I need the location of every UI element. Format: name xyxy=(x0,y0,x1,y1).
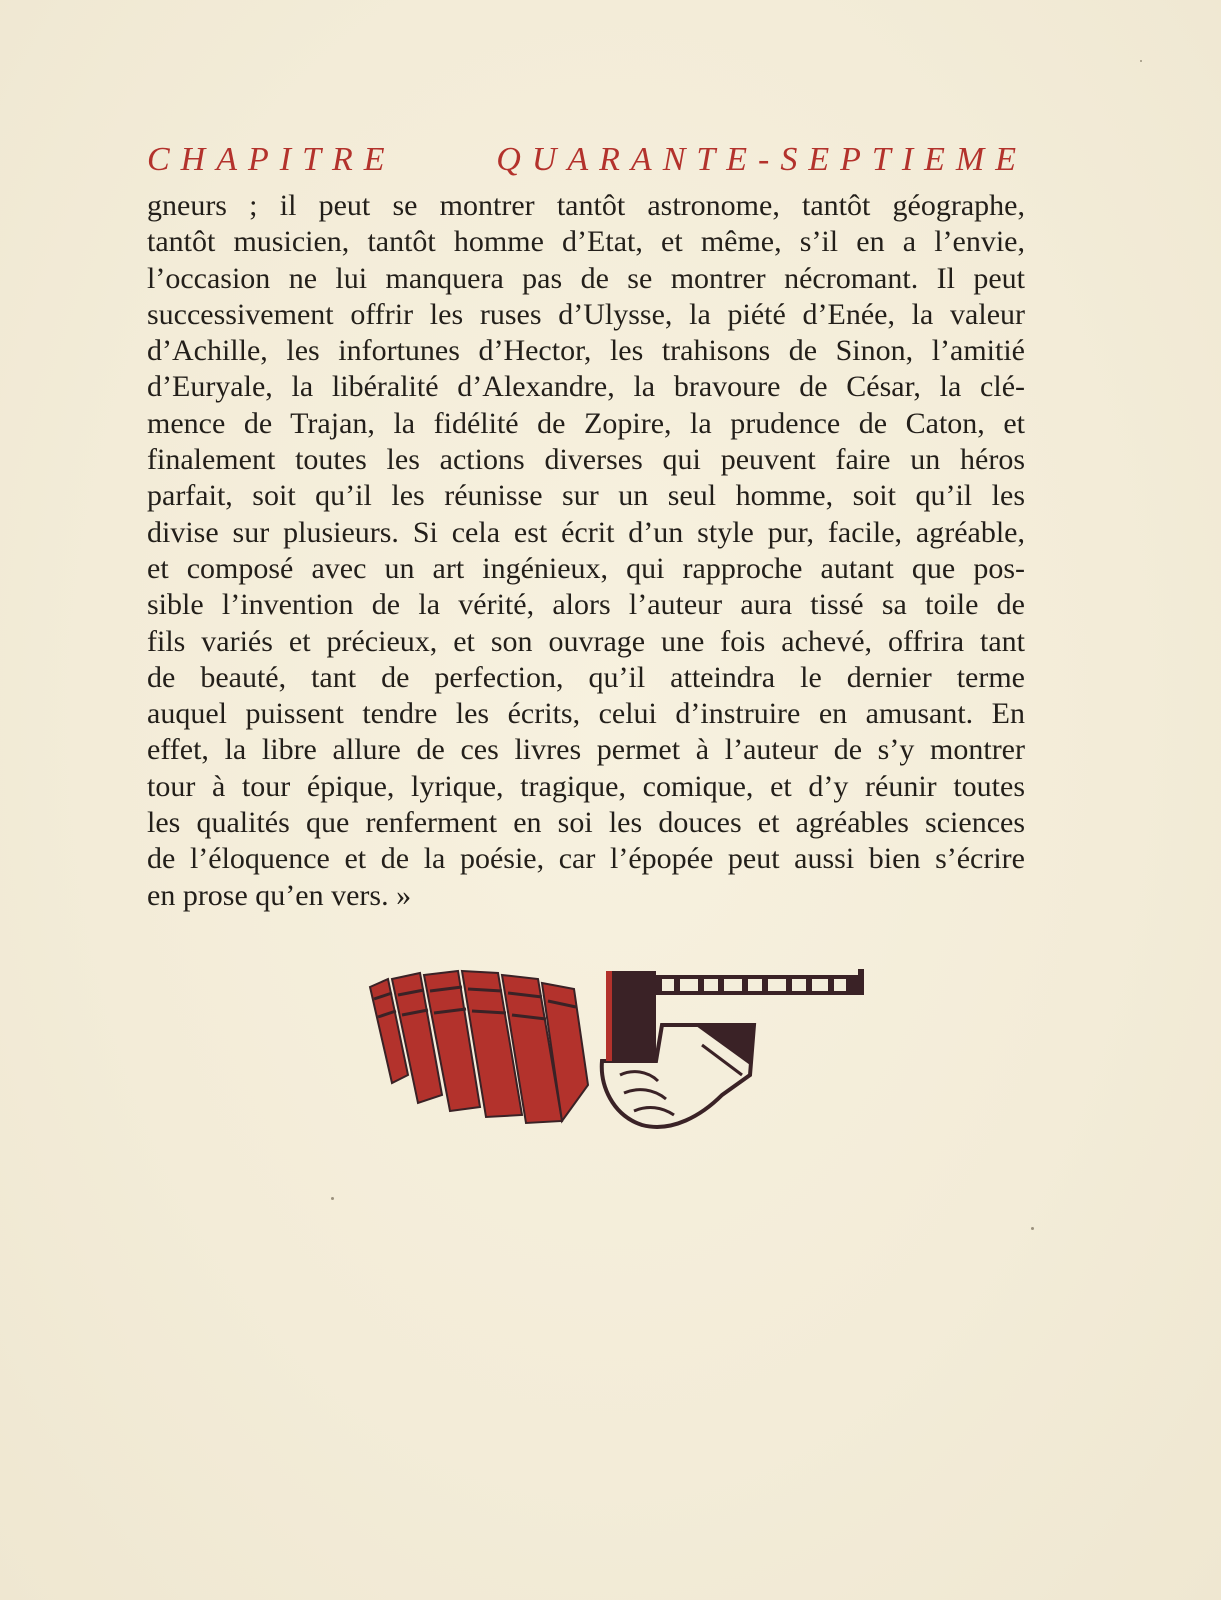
text-line: fils variés et précieux, et son ouvrage une fois achevé, offrira tant xyxy=(147,624,1025,658)
text-line: de beauté, tant de perfection, qu’il atteindra le dernier terme xyxy=(147,660,1025,694)
paper-speck xyxy=(1031,1227,1034,1230)
text-line: les qualités que renferment en soi les douces et agréables sciences xyxy=(147,806,1025,840)
text-line: d’Achille, les infortunes d’Hector, les trahisons de Sinon, l’amitié xyxy=(147,334,1025,368)
text-line: de l’éloquence et de la poésie, car l’épopée peut aussi bien s’écrire xyxy=(147,842,1025,876)
text-line: d’Euryale, la libéralité d’Alexandre, la bravoure de César, la clé- xyxy=(147,370,1025,404)
text-line: effet, la libre allure de ces livres permet à l’auteur de s’y montrer xyxy=(147,733,1025,767)
paper-speck xyxy=(331,1197,334,1200)
text-line: auquel puissent tendre les écrits, celui d’instruire en amusant. En xyxy=(147,697,1025,731)
text-line: parfait, soit qu’il les réunisse sur un seul homme, soit qu’il les xyxy=(147,479,1025,513)
text-line: finalement toutes les actions diverses qui peuvent faire un héros xyxy=(147,443,1025,477)
running-head-chapter: CHAPITRE xyxy=(147,141,396,178)
text-line: l’occasion ne lui manquera pas de se montrer nécromant. Il peut xyxy=(147,261,1025,295)
text-line: mence de Trajan, la fidélité de Zopire, la prudence de Caton, et xyxy=(147,406,1025,440)
text-line: tour à tour épique, lyrique, tragique, comique, et d’y réunir toutes xyxy=(147,769,1025,803)
running-head-number: QUARANTE-SEPTIEME xyxy=(496,141,1027,178)
running-head xyxy=(147,140,1027,180)
text-line: sible l’invention de la vérité, alors l’auteur aura tissé sa toile de xyxy=(147,588,1025,622)
text-line: divise sur plusieurs. Si cela est écrit d’un style pur, facile, agréable, xyxy=(147,515,1025,549)
paper-speck xyxy=(1140,60,1142,62)
body-text xyxy=(147,188,1025,914)
text-line: et composé avec un art ingénieux, qui rapproche autant que pos- xyxy=(147,551,1025,585)
hand-holding-book-and-books-woodcut-icon xyxy=(362,965,872,1135)
text-line: tantôt musicien, tantôt homme d’Etat, et même, s’il en a l’envie, xyxy=(147,225,1025,259)
text-line: successivement offrir les ruses d’Ulysse, la piété d’Enée, la valeur xyxy=(147,297,1025,331)
text-line: gneurs ; il peut se montrer tantôt astronome, tantôt géographe, xyxy=(147,189,1025,222)
text-line: en prose qu’en vers. » xyxy=(147,878,412,912)
